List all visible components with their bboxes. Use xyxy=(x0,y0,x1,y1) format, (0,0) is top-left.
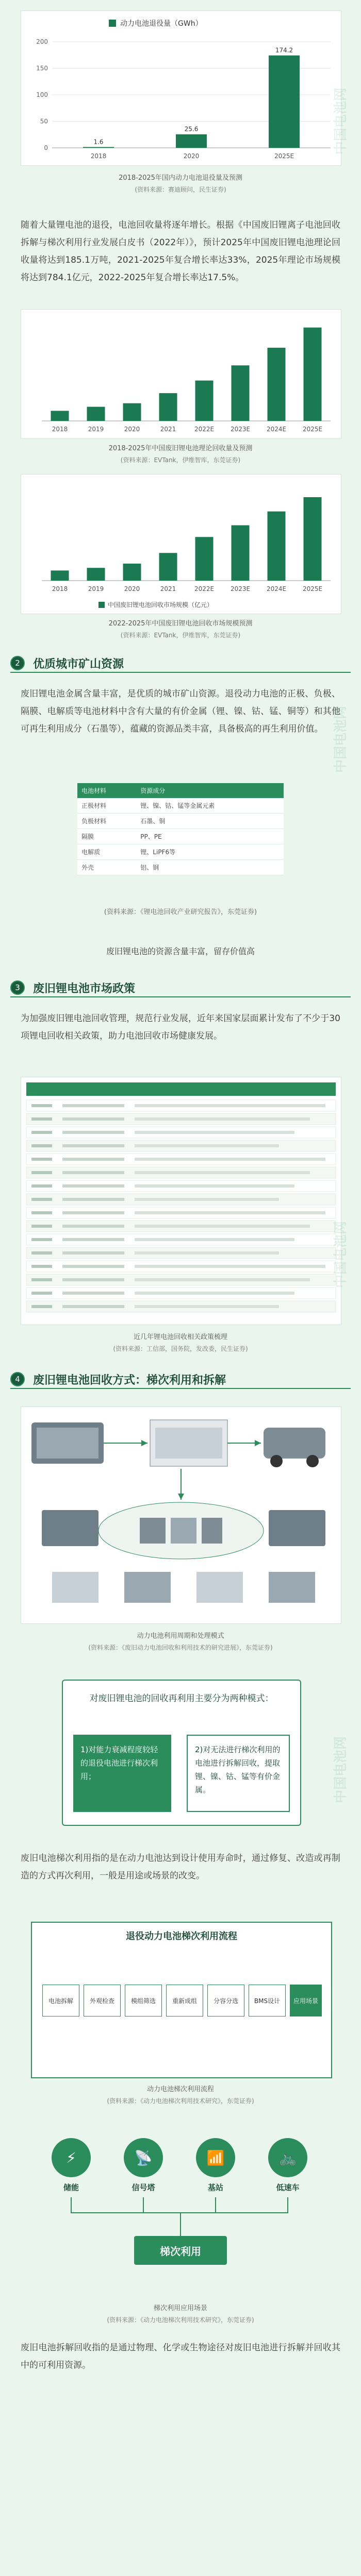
x-tick-label: 2022E xyxy=(194,426,215,433)
table-row xyxy=(77,814,284,829)
policy-caption xyxy=(0,1332,361,1354)
bar xyxy=(232,365,250,421)
mode-cascade xyxy=(73,1735,171,1812)
diagram-caption xyxy=(0,1631,361,1653)
policy-row-text xyxy=(135,1265,325,1268)
mode-dismantle xyxy=(187,1735,290,1812)
legend-label: 动力电池退役量（GWh） xyxy=(120,20,203,28)
policy-caption-title: 近几年锂电池回收相关政策梳理 xyxy=(133,1333,227,1341)
chart1-caption-source: (资料来源：赛迪顾问，民生证券) xyxy=(135,186,226,193)
x-tick-label: 2025E xyxy=(302,585,323,592)
section-number: 2 xyxy=(10,656,25,670)
watermark-text: 中国电池网 xyxy=(333,1736,349,1803)
x-tick-label: 2021 xyxy=(160,585,176,592)
policy-row-text xyxy=(135,1171,310,1174)
x-tick-label: 2024E xyxy=(266,426,287,433)
policy-row-dept xyxy=(62,1265,124,1268)
policy-row-year xyxy=(31,1158,52,1161)
policy-row-dept xyxy=(62,1278,124,1281)
policy-row-text xyxy=(135,1238,294,1241)
policy-row-year xyxy=(31,1278,52,1281)
legend-swatch xyxy=(99,602,105,608)
policy-row-dept xyxy=(62,1131,124,1134)
chart2-caption xyxy=(0,443,361,466)
x-tick-label: 2020 xyxy=(124,426,140,433)
base-station-icon: 📶 xyxy=(196,2138,235,2177)
flow-caption-title: 动力电池梯次利用流程 xyxy=(146,2086,214,2093)
y-tick-label: 200 xyxy=(36,38,48,45)
policy-row-text xyxy=(135,1305,279,1308)
section-title: 废旧锂电池市场政策 xyxy=(33,982,136,995)
x-tick-label: 2020 xyxy=(124,585,140,592)
scenario-center: 梯次利用 xyxy=(134,2236,227,2265)
policy-row-dept xyxy=(62,1171,124,1174)
policy-table-graphic xyxy=(21,1077,341,1325)
flow-title: 退役动力电池梯次利用流程 xyxy=(126,1931,237,1942)
policy-row-dept xyxy=(62,1292,124,1295)
bar xyxy=(232,526,250,581)
mode-dismantle-text: 2)对无法进行梯次利用的电池进行拆解回收，提取锂、镍、钴、锰等有价金属。 xyxy=(195,1745,281,1794)
x-tick-label: 2020 xyxy=(183,152,200,160)
policy-row-dept xyxy=(62,1198,124,1201)
data-label: 174.2 xyxy=(275,46,293,54)
table-cell: 铝、钢 xyxy=(136,860,284,875)
policy-row-dept xyxy=(62,1225,124,1228)
policy-row-year xyxy=(31,1265,52,1268)
chart-market-size-svg xyxy=(21,474,341,598)
section-heading-4 xyxy=(10,1370,351,1388)
flow-node-grading: 分容分选 xyxy=(207,1985,244,2016)
bar xyxy=(159,553,177,581)
policy-table-image xyxy=(21,1077,341,1325)
x-tick-label: 2024E xyxy=(266,585,287,592)
policy-row-text xyxy=(135,1131,294,1134)
flow-caption xyxy=(0,2084,361,2107)
bar xyxy=(269,56,300,148)
policy-row-dept xyxy=(62,1238,124,1241)
paragraph-urban-mine: 废旧锂电池金属含量丰富，是优质的城市矿山资源。退役动力电池的正极、负极、隔膜、电解质等电池材料中含有大量的有价金属（锂、镍、钴、锰、铜等）和其他可再生利用成分（石墨等），蕴藏的资源品类丰富，具备极高的再生利用价值。 xyxy=(21,689,340,734)
chart3-legend-label: 中国废旧锂电池回收市场规模（亿元） xyxy=(108,601,214,608)
bar xyxy=(195,381,214,421)
policy-row-text xyxy=(135,1104,325,1107)
flow-caption-source: (资料来源：《动力电池梯次利用技术研究》，东莞证券) xyxy=(107,2097,254,2105)
table-cell: 隔膜 xyxy=(77,829,136,844)
policy-row-text xyxy=(135,1198,279,1201)
y-tick-label: 100 xyxy=(36,91,48,98)
scenario-diagram xyxy=(31,2123,330,2298)
policy-row-year xyxy=(31,1211,52,1214)
table-cell: 石墨、铜 xyxy=(136,814,284,829)
data-label: 1.6 xyxy=(93,138,104,146)
flow-node-application: 应用场景 xyxy=(290,1985,322,2016)
table-cell: 锂、LiPF6等 xyxy=(136,844,284,860)
x-tick-label: 2018 xyxy=(90,152,107,160)
policy-row-text xyxy=(135,1251,279,1255)
y-tick-label: 50 xyxy=(40,117,48,125)
policy-row-dept xyxy=(62,1184,124,1188)
scenario-label-tower: 信号塔 xyxy=(132,2183,155,2192)
chart1-caption xyxy=(0,173,361,195)
paragraph-policy: 为加强废旧锂电池回收管理，规范行业发展，近年来国家层面累计发布了不少于30项锂电回收相关政策，助力电池回收市场健康发展。 xyxy=(21,1013,340,1041)
policy-row-dept xyxy=(62,1158,124,1161)
policy-row-year xyxy=(31,1225,52,1228)
scenario-caption xyxy=(0,2303,361,2326)
policy-row-dept xyxy=(62,1104,124,1107)
section-heading-3 xyxy=(10,979,351,996)
chart3-caption xyxy=(0,618,361,641)
section-title: 废旧锂电池回收方式：梯次利用和拆解 xyxy=(33,1374,226,1387)
policy-row-dept xyxy=(62,1305,124,1308)
bar xyxy=(123,403,141,421)
policy-row-year xyxy=(31,1292,52,1295)
chart-legend xyxy=(109,18,203,28)
scenario-connectors xyxy=(31,2123,330,2298)
diagram-caption-source: (资料来源：《废旧动力电池回收和利用技术的研究进展》，东莞证券) xyxy=(88,1644,273,1651)
policy-row-text xyxy=(135,1292,294,1295)
policy-row-text xyxy=(135,1278,310,1281)
x-tick-label: 2019 xyxy=(88,585,104,592)
section-underline xyxy=(10,672,351,673)
x-tick-label: 2023E xyxy=(230,585,251,592)
chart-retirement-svg xyxy=(21,31,341,165)
y-tick-label: 150 xyxy=(36,64,48,72)
resource-table xyxy=(77,783,284,875)
policy-row-text xyxy=(135,1158,325,1161)
bar xyxy=(195,537,214,581)
signal-tower-icon: 📡 xyxy=(124,2138,163,2177)
paragraph-dismantle-definition: 废旧电池拆解回收指的是通过物理、化学或生物途径对废旧电池进行拆解并回收其中的可利用资源。 xyxy=(21,2343,340,2370)
policy-row-year xyxy=(31,1117,52,1121)
policy-row-year xyxy=(31,1198,52,1201)
table-cell: 外壳 xyxy=(77,860,136,875)
policy-row-year xyxy=(31,1104,52,1107)
x-tick-label: 2021 xyxy=(160,426,176,433)
section-underline xyxy=(10,996,351,997)
section-title: 优质城市矿山资源 xyxy=(33,657,124,671)
policy-row-text xyxy=(135,1144,279,1147)
energy-storage-icon: ⚡ xyxy=(52,2138,91,2177)
bar xyxy=(51,570,69,581)
table-cell: 锂、镍、钴、锰等金属元素 xyxy=(136,798,284,814)
table-header-material: 电池材料 xyxy=(77,783,136,798)
paragraph-cascade-definition: 废旧电池梯次利用指的是在动力电池达到设计使用寿命时，通过修复、改造或再制造的方式再次利用，一般是用途或场景的改变。 xyxy=(21,1853,340,1881)
x-tick-label: 2025E xyxy=(302,426,323,433)
policy-row-year xyxy=(31,1144,52,1147)
y-tick-label: 0 xyxy=(44,144,48,151)
section-number: 4 xyxy=(10,1372,25,1386)
chart3-legend xyxy=(99,600,213,609)
table-row xyxy=(77,844,284,860)
battery-cycle-diagram xyxy=(21,1406,341,1624)
watermark-text: 中国电池网 xyxy=(333,87,349,155)
x-tick-label: 2023E xyxy=(230,426,251,433)
policy-row-text xyxy=(135,1117,310,1121)
bar xyxy=(83,147,114,148)
x-tick-label: 2018 xyxy=(52,585,68,592)
watermark-text: 中国电池网 xyxy=(333,705,349,773)
table-header-row xyxy=(77,783,284,798)
policy-row-year xyxy=(31,1238,52,1241)
legend-swatch xyxy=(109,20,116,27)
flow-node-module-screen: 模组筛选 xyxy=(125,1985,162,2016)
table-cell: PP、PE xyxy=(136,829,284,844)
flow-node-bms: BMS设计 xyxy=(249,1985,286,2016)
policy-row-text xyxy=(135,1184,294,1188)
chart-theoretical-recovery xyxy=(21,309,341,439)
policy-row-year xyxy=(31,1184,52,1188)
table-cell: 电解质 xyxy=(77,844,136,860)
policy-row-text xyxy=(135,1211,325,1214)
low-speed-vehicle-icon: 🚲 xyxy=(268,2138,307,2177)
scenario-caption-title: 梯次利用应用场景 xyxy=(153,2304,207,2312)
table-header-resource: 资源成分 xyxy=(136,783,284,798)
x-tick-label: 2018 xyxy=(52,426,68,433)
scenario-label-station: 基站 xyxy=(207,2183,223,2192)
table-row xyxy=(77,829,284,844)
bar xyxy=(123,564,141,581)
scenario-caption-source: (资料来源：《动力电池梯次利用技术研究》，东莞证券) xyxy=(107,2316,254,2324)
table-cell: 正极材料 xyxy=(77,798,136,814)
chart2-caption-source: (资料来源：EVTank，伊维智库，东莞证券) xyxy=(120,456,241,464)
paragraph-resource-value: 废旧锂电池的资源含量丰富，留存价值高 xyxy=(106,946,255,956)
x-tick-label: 2019 xyxy=(88,426,104,433)
modes-intro: 对废旧锂电池的回收再利用主要分为两种模式： xyxy=(89,1693,274,1704)
chart3-caption-title: 2022-2025年中国废旧锂电池回收市场规模预测 xyxy=(108,620,253,628)
flow-node-regroup: 重新成组 xyxy=(166,1985,203,2016)
paragraph-recycling-growth: 随着大量锂电池的退役，电池回收量将逐年增长。根据《中国废旧锂离子电池回收拆解与梯次利用行业发展白皮书（2022年）》，预计2025年中国废旧锂电池理论回收量将达到185.1万吨，2021-2025年复合增长率达33%，2025年理论市场规模将达到784.1亿元，2022-2025年复合增长率达17.5%。 xyxy=(21,220,340,283)
table-caption: (资料来源：《锂电池回收产业研究报告》，东莞证券) xyxy=(104,908,257,916)
x-tick-label: 2022E xyxy=(194,585,215,592)
policy-header-bar xyxy=(26,1082,336,1096)
section-number: 3 xyxy=(10,980,25,995)
bar xyxy=(268,512,286,581)
scenario-label-vehicle: 低速车 xyxy=(276,2183,300,2192)
data-label: 25.6 xyxy=(184,125,199,133)
bar xyxy=(304,328,322,421)
policy-row-dept xyxy=(62,1117,124,1121)
bar xyxy=(87,568,105,581)
bar xyxy=(176,134,207,148)
scenario-label-storage: 储能 xyxy=(63,2183,79,2192)
chart1-caption-title: 2018-2025年国内动力电池退役量及预测 xyxy=(119,174,242,182)
watermark-text: 中国电池网 xyxy=(333,1221,349,1288)
policy-row-text xyxy=(135,1225,310,1228)
chart3-caption-source: (资料来源：EVTank，伊维智库，东莞证券) xyxy=(120,632,241,639)
policy-row-dept xyxy=(62,1211,124,1214)
chart-market-size xyxy=(21,474,341,614)
policy-caption-source: (资料来源：工信部，国务院，发改委，民生证券) xyxy=(113,1345,248,1352)
policy-row-dept xyxy=(62,1144,124,1147)
x-tick-label: 2025E xyxy=(274,152,294,160)
policy-row-dept xyxy=(62,1251,124,1255)
table-cell: 负极材料 xyxy=(77,814,136,829)
cascade-flow-diagram xyxy=(31,1922,332,2078)
table-row xyxy=(77,798,284,814)
flow-node-inspection: 外观检查 xyxy=(84,1985,121,2016)
table-row xyxy=(77,860,284,875)
bar xyxy=(159,393,177,421)
bar xyxy=(304,497,322,581)
bar xyxy=(87,407,105,421)
policy-row-year xyxy=(31,1131,52,1134)
policy-row-year xyxy=(31,1251,52,1255)
chart-theoretical-recovery-svg xyxy=(21,310,341,438)
policy-row-year xyxy=(31,1305,52,1308)
chart-retirement xyxy=(21,10,341,166)
battery-cycle-graphic xyxy=(21,1407,341,1623)
diagram-caption-title: 动力电池利用周期和处理模式 xyxy=(137,1632,224,1640)
mode-cascade-text: 1)对能力衰减程度较轻的退役电池进行梯次利用； xyxy=(80,1745,158,1781)
section-heading-2 xyxy=(10,654,351,672)
bar xyxy=(268,348,286,421)
flow-node-dismantle: 电池拆解 xyxy=(42,1985,79,2016)
policy-row-year xyxy=(31,1171,52,1174)
section-underline xyxy=(10,1388,351,1389)
chart2-caption-title: 2018-2025年中国废旧锂电池理论回收量及预测 xyxy=(108,445,253,452)
recycling-modes-box xyxy=(62,1680,301,1826)
bar xyxy=(51,411,69,421)
